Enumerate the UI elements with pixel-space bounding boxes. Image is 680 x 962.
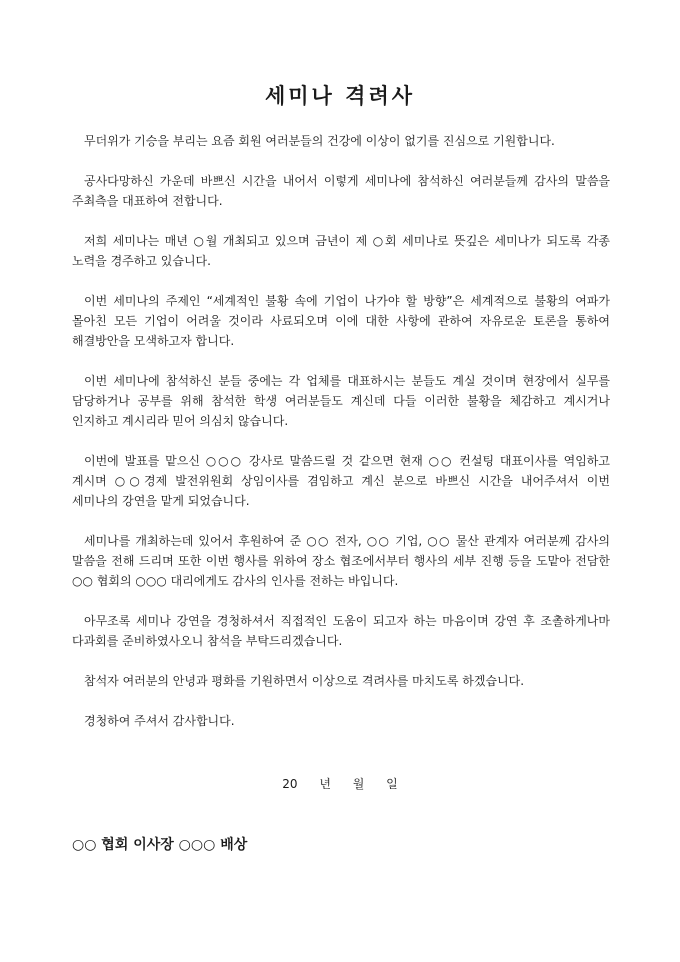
date-line: 20 년 월 일 <box>282 777 398 791</box>
signature-line: ○○ 협회 이사장 ○○○ 배상 <box>72 837 248 853</box>
paragraph: 저희 세미나는 매년 ○월 개최되고 있으며 금년이 제 ○회 세미나로 뜻깊은 세미나가 되도록 각종 노력을 경주하고 있습니다. <box>72 234 610 268</box>
paragraph: 세미나를 개최하는데 있어서 후원하여 준 ○○ 전자, ○○ 기업, ○○ 물산 관계자 여러분께 감사의 말씀을 전해 드리며 또한 이번 행사를 위하여 장소 협조에서부터 행사의 세부 진행 등을 도맡아 전담한 ○○ 협회의 ○○○ 대리에게도 감사의 인사를 전하는 바입니다. <box>72 534 610 588</box>
document-body <box>72 131 610 751</box>
paragraph: 이번 세미나에 참석하신 분들 중에는 각 업체를 대표하시는 분들도 계실 것이며 현장에서 실무를 담당하거나 공부를 위해 참석한 학생 여러분들도 계신데 다들 이러한 불황을 체감하고 계시거나 인지하고 계시리라 믿어 의심치 않습니다. <box>72 374 610 428</box>
paragraph: 공사다망하신 가운데 바쁘신 시간을 내어서 이렇게 세미나에 참석하신 여러분들께 감사의 말씀을 주최측을 대표하여 전합니다. <box>72 174 610 208</box>
paragraph: 참석자 여러분의 안녕과 평화를 기원하면서 이상으로 격려사를 마치도록 하겠습니다. <box>84 674 525 688</box>
paragraph: 아무조록 세미나 강연을 경청하셔서 직접적인 도움이 되고자 하는 마음이며 강연 후 조촐하게나마 다과회를 준비하였사오니 참석을 부탁드리겠습니다. <box>72 614 610 648</box>
paragraph: 무더위가 기승을 부리는 요즘 회원 여러분들의 건강에 이상이 없기를 진심으로 기원합니다. <box>84 134 555 148</box>
paragraph: 이번 세미나의 주제인 “세계적인 불황 속에 기업이 나가야 할 방향”은 세계적으로 불황의 여파가 몰아친 모든 기업이 어려울 것이라 사료되오며 이에 대한 사항에 관하여 자유로운 토론을 통하여 해결방안을 모색하고자 합니다. <box>72 294 610 348</box>
paragraph: 이번에 발표를 맡으신 ○○○ 강사로 말씀드릴 것 같으면 현재 ○○ 컨설팅 대표이사를 역임하고 계시며 ○○경제 발전위원회 상임이사를 겸임하고 계신 분으로 바쁘신 시간을 내어주셔서 이번 세미나의 강연을 맡게 되었습니다. <box>72 454 610 508</box>
document-title: 세미나 격려사 <box>264 83 416 108</box>
paragraph: 경청하여 주셔서 감사합니다. <box>84 714 235 728</box>
